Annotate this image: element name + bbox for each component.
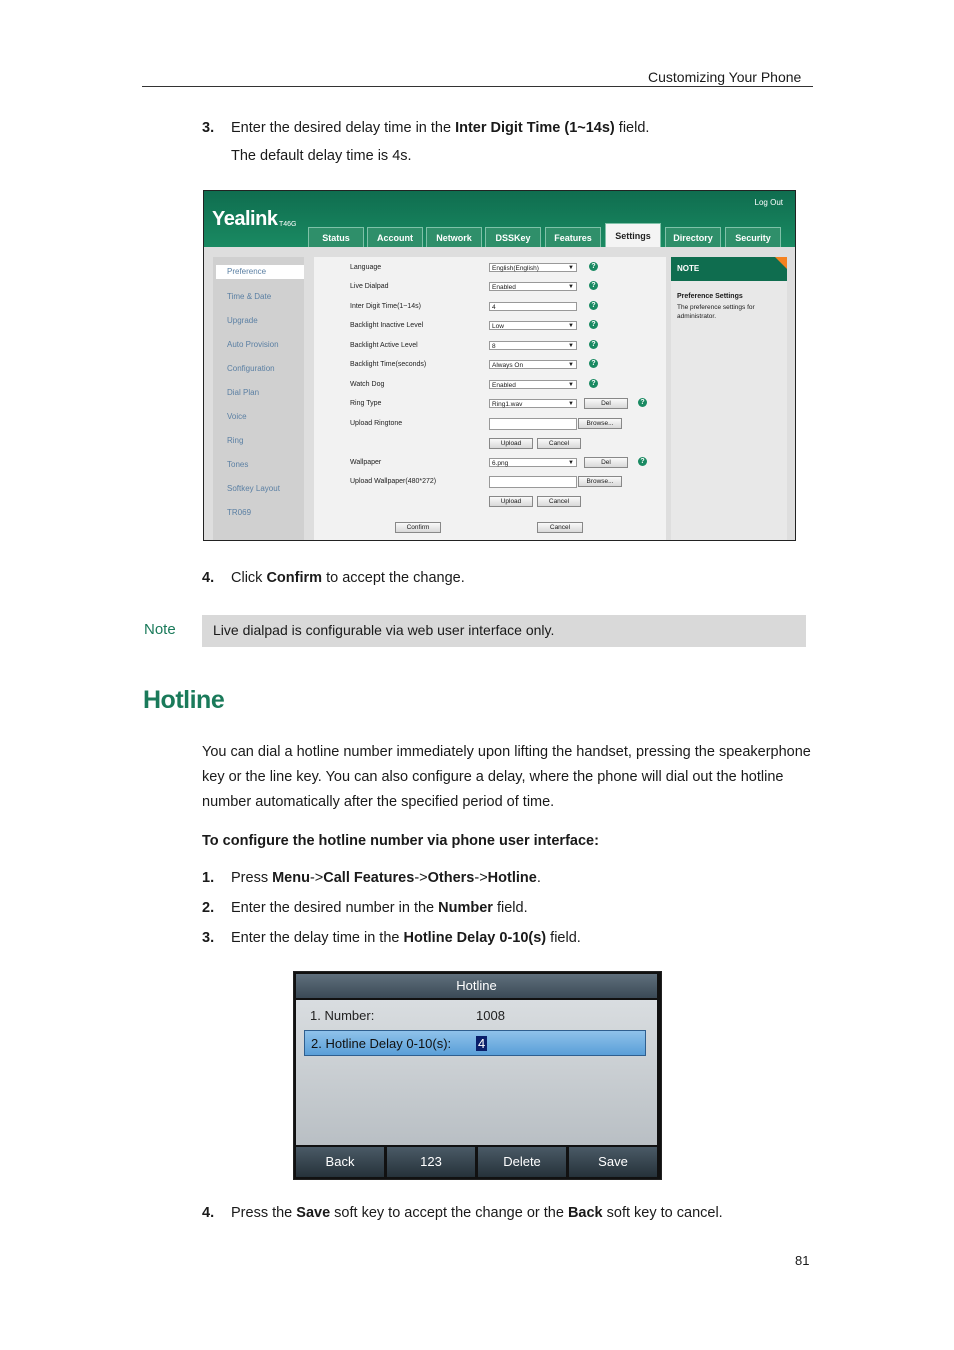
step-3-hotline-delay [202,929,802,947]
intro-paragraph: You can dial a hotline number immediately upon lifting the handset, pressing the speakerphone key or the line key. You can also configure a delay, where the phone will dial out the hotline number automatically after the specified period of time. [202,744,811,810]
note-body: The preference settings for administrator. [677,304,755,320]
step-3-inter-digit [202,119,802,137]
number-label: 1. Number: [310,1008,375,1023]
tab-status[interactable]: Status [308,227,364,247]
step-4-confirm [202,569,802,587]
field-label-watch-dog: Watch Dog [350,381,385,388]
section-title: Hotline [143,686,225,714]
wallpaper-browse-button[interactable]: Browse... [578,476,622,487]
step-number: 4. [202,570,215,586]
note-box [202,615,806,647]
phone-screen-body [296,1000,657,1145]
note-corner-icon [775,257,787,269]
step-text: Press Menu->Call Features->Others->Hotline. [231,870,541,886]
field-label-backlight-active: Backlight Active Level [350,342,418,349]
help-note-panel [671,257,787,540]
upload-ringtone-input[interactable] [489,418,577,430]
sidebar-item-time-date[interactable]: Time & Date [227,292,272,301]
field-label-backlight-inactive: Backlight Inactive Level [350,322,424,329]
help-icon[interactable]: ? [589,301,598,310]
tab-directory[interactable]: Directory [665,227,721,247]
logout-link[interactable]: Log Out [754,198,783,207]
tab-dsskey[interactable]: DSSKey [485,227,541,247]
field-label-upload-wallpaper: Upload Wallpaper(480*272) [350,478,437,485]
hotline-delay-value[interactable]: 4 [478,1036,486,1051]
field-label-live-dialpad: Live Dialpad [350,283,389,290]
step-number: 2. [202,900,215,916]
step-text: Press the Save soft key to accept the change or the Back soft key to cancel. [231,1205,723,1221]
help-icon[interactable]: ? [589,340,598,349]
wallpaper-delete-button[interactable]: Del [584,457,628,468]
web-ui-header [204,191,795,247]
field-label-backlight-time: Backlight Time(seconds) [350,361,427,368]
field-label-wallpaper: Wallpaper [350,459,382,466]
field-label-language: Language [350,264,382,271]
field-label-upload-ringtone: Upload Ringtone [350,420,403,427]
step-number: 3. [202,930,215,946]
step-2-number [202,899,802,917]
wallpaper-cancel-button[interactable]: Cancel [537,496,581,507]
sidebar-item-auto-provision[interactable]: Auto Provision [227,340,279,349]
tab-network[interactable]: Network [426,227,482,247]
step-text: Enter the desired number in the Number field. [231,900,528,916]
live-dialpad-select[interactable]: Enabled ▼ [489,282,577,291]
watch-dog-select[interactable]: Enabled ▼ [489,380,577,389]
step-number: 3. [202,120,215,136]
tab-security[interactable]: Security [725,227,781,247]
help-icon[interactable]: ? [589,359,598,368]
help-icon[interactable]: ? [589,379,598,388]
cancel-button[interactable]: Cancel [537,522,583,533]
hotline-delay-row[interactable] [304,1030,646,1056]
softkey-back[interactable]: Back [296,1147,384,1177]
sidebar-item-dial-plan[interactable]: Dial Plan [227,388,260,397]
backlight-active-select[interactable]: 8 ▼ [489,341,577,350]
help-icon[interactable]: ? [589,320,598,329]
tab-account[interactable]: Account [367,227,423,247]
yealink-logo: Yealink [212,208,278,230]
step-4-save [202,1204,802,1222]
backlight-inactive-select[interactable]: Low ▼ [489,321,577,330]
header-rule [142,86,813,87]
number-value[interactable]: 1008 [476,1008,505,1023]
help-icon[interactable]: ? [589,262,598,271]
sidebar-item-upgrade[interactable]: Upgrade [227,316,258,325]
web-ui-screenshot [203,190,796,541]
language-select[interactable]: English(English) ▼ [489,263,577,272]
step-number: 4. [202,1205,215,1221]
help-icon[interactable]: ? [638,398,647,407]
sidebar-item-tr069[interactable]: TR069 [227,508,252,517]
note-header: NOTE [671,257,787,281]
ring-type-select[interactable]: Ring1.wav ▼ [489,399,577,408]
default-delay-line: The default delay time is 4s. [231,148,412,164]
inter-digit-time-input[interactable]: 4 [489,302,577,311]
softkey-save[interactable]: Save [569,1147,657,1177]
field-label-ring-type: Ring Type [350,400,382,407]
hotline-delay-label: 2. Hotline Delay 0-10(s): [311,1036,452,1051]
wallpaper-select[interactable]: 6.png ▼ [489,458,577,467]
running-header: Customizing Your Phone [648,69,802,85]
help-icon[interactable]: ? [638,457,647,466]
page-number: 81 [795,1253,810,1268]
field-label-inter-digit-time: Inter Digit Time(1~14s) [350,303,421,310]
model-label: T46G [279,221,297,228]
ringtone-browse-button[interactable]: Browse... [578,418,622,429]
confirm-button[interactable]: Confirm [395,522,441,533]
ringtone-cancel-button[interactable]: Cancel [537,438,581,449]
step-text: Enter the desired delay time in the Inter Digit Time (1~14s) field. [231,120,650,136]
sidebar-item-configuration[interactable]: Configuration [227,364,275,373]
phone-screen-screenshot [293,971,662,1180]
upload-wallpaper-input[interactable] [489,476,577,488]
note-label: Note [144,621,176,638]
sidebar-item-softkey-layout[interactable]: Softkey Layout [227,484,280,493]
step-text: Enter the delay time in the Hotline Delay 0-10(s) field. [231,930,581,946]
procedure-title: To configure the hotline number via phone user interface: [202,833,599,849]
step-number: 1. [202,870,215,886]
ringtone-delete-button[interactable]: Del [584,398,628,409]
ringtone-upload-button[interactable]: Upload [489,438,533,449]
note-title: Preference Settings [677,293,743,300]
note-text: Live dialpad is configurable via web user interface only. [213,622,555,638]
phone-screen-title: Hotline [296,974,657,998]
sidebar-item-tones[interactable]: Tones [227,460,249,469]
web-ui-body [204,247,795,540]
step-1-menu-path [202,869,802,887]
step-text: Click Confirm to accept the change. [231,570,465,586]
backlight-time-select[interactable]: Always On ▼ [489,360,577,369]
sidebar-item-ring[interactable]: Ring [227,436,244,445]
wallpaper-upload-button[interactable]: Upload [489,496,533,507]
softkey-123[interactable]: 123 [387,1147,475,1177]
sidebar-item-preference[interactable]: Preference [216,265,304,279]
softkey-delete[interactable]: Delete [478,1147,566,1177]
sidebar-item-voice[interactable]: Voice [227,412,247,421]
tab-features[interactable]: Features [545,227,601,247]
tab-settings[interactable]: Settings [605,223,661,247]
help-icon[interactable]: ? [589,281,598,290]
